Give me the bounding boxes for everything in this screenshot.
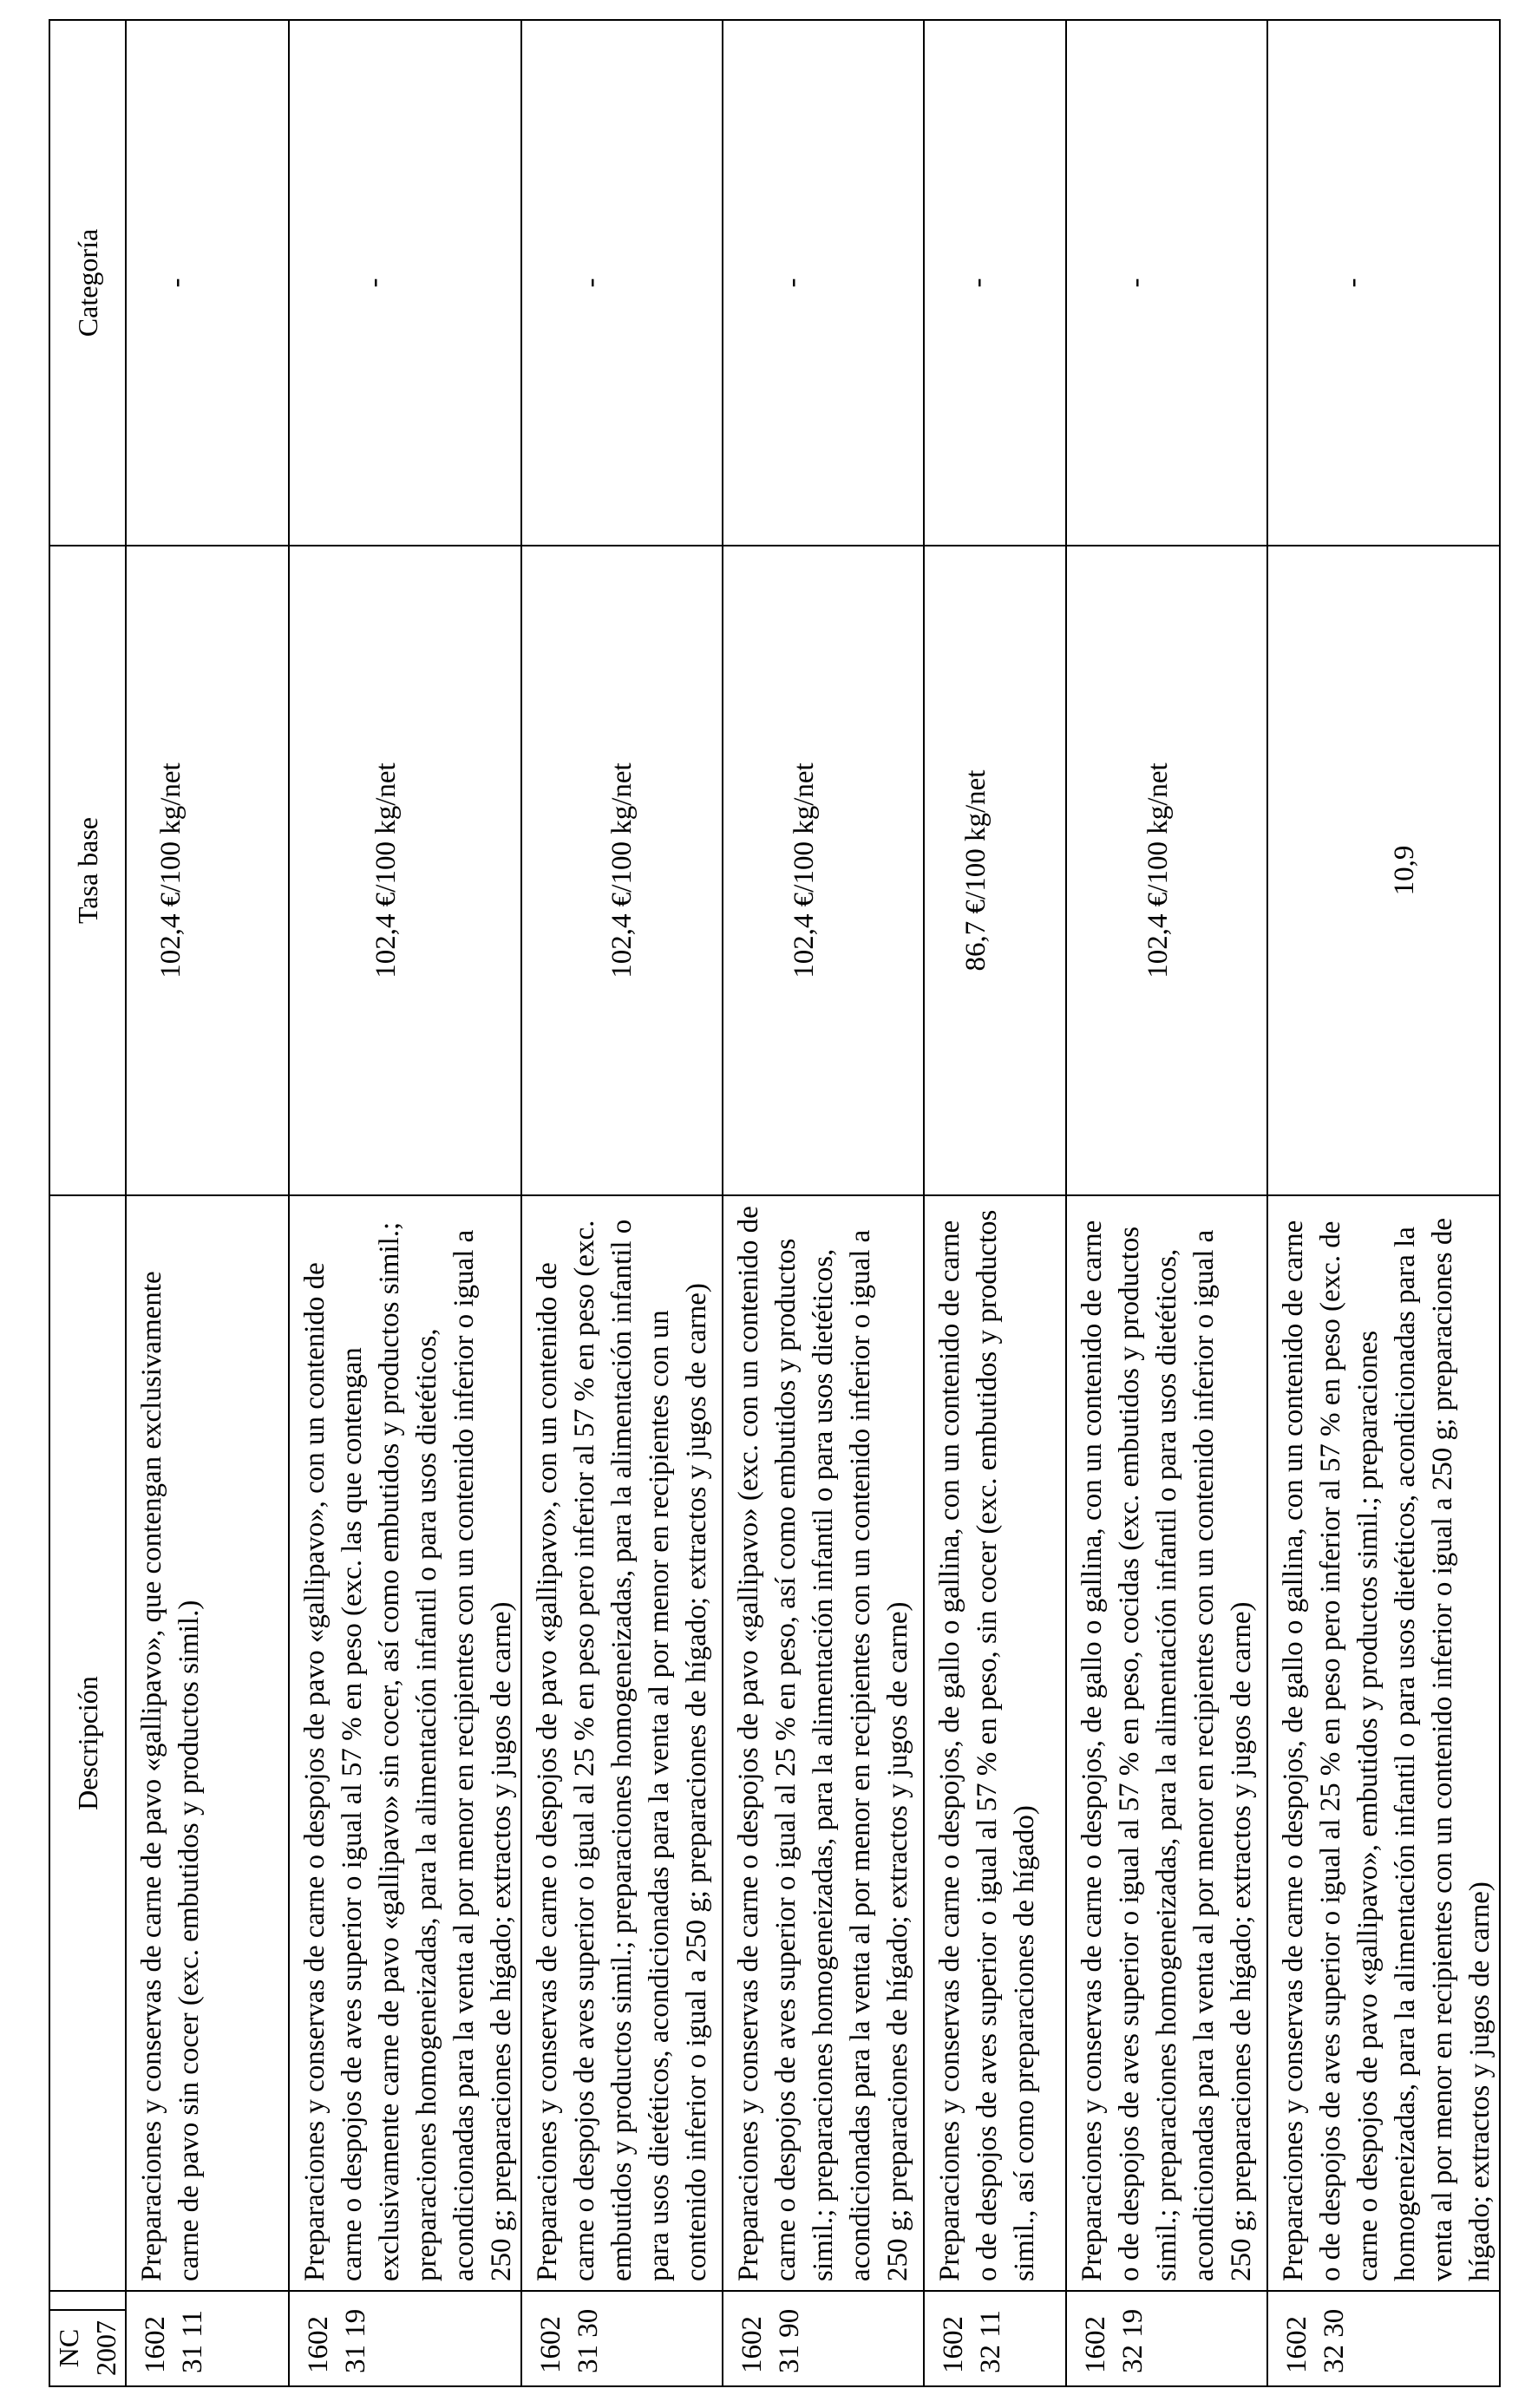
rate-value: 102,4 €/100 kg/net (788, 762, 820, 978)
cell-rate (289, 546, 521, 1195)
cell-code: 1602 31 19 (289, 2291, 521, 2386)
rate-value: 102,4 €/100 kg/net (154, 762, 187, 978)
header-rate: Tasa base (49, 546, 126, 1195)
table-row (126, 20, 289, 2386)
rate-value: 86,7 €/100 kg/net (959, 769, 992, 972)
cell-category (723, 20, 924, 546)
rate-value: 102,4 €/100 kg/net (1142, 762, 1174, 978)
category-value: - (160, 278, 192, 288)
cell-description: Preparaciones y conservas de carne o despojos, de gallo o gallina, con un contenido de carne o de despojos de aves superior o igual al 57 % en peso, sin cocer (exc. embutidos y productos simil., así como preparaciones de hígado) (924, 1195, 1066, 2291)
table-row (521, 20, 723, 2386)
cell-description: Preparaciones y conservas de carne de pavo «gallipavo», que contengan exclusivamente carne de pavo sin cocer (exc. embutidos y productos simil.) (126, 1195, 289, 2291)
category-value: - (961, 278, 993, 288)
rate-value: 102,4 €/100 kg/net (370, 762, 402, 978)
category-value: - (1119, 278, 1151, 288)
header-description: Descripción (49, 1195, 126, 2291)
header-category: Categoría (49, 20, 126, 546)
tariff-table (49, 19, 1501, 2387)
cell-category (521, 20, 723, 546)
cell-description: Preparaciones y conservas de carne o despojos de pavo «gallipavo» (exc. con un contenido de carne o despojos de aves superior o igual al 25 % en peso, así como embutidos y productos simil.; preparaciones homogeneizadas, para la alimentación infantil o para usos dietéticos, acondicionadas para la venta al por menor en recipientes con un contenido inferior o igual a 250 g; preparaciones de hígado; extractos y jugos de carne) (723, 1195, 924, 2291)
table-row (289, 20, 521, 2386)
cell-rate (924, 546, 1066, 1195)
cell-category (1066, 20, 1267, 546)
header-spacer (49, 2291, 126, 2310)
cell-rate (126, 546, 289, 1195)
header-code: NC 2007 (49, 2310, 126, 2386)
rate-value: 10,9 (1388, 845, 1420, 896)
cell-code: 1602 31 11 (126, 2291, 289, 2386)
cell-description: Preparaciones y conservas de carne o despojos, de gallo o gallina, con un contenido de carne o de despojos de aves superior o igual al 57 % en peso, cocidas (exc. embutidos y productos simil.; preparaciones homogeneizadas, para la alimentación infantil o para usos dietéticos, acondicionadas para la venta al por menor en recipientes con un contenido inferior o igual a 250 g; preparaciones de hígado; extractos y jugos de carne) (1066, 1195, 1267, 2291)
table-header-row (49, 20, 126, 2386)
table-row (924, 20, 1066, 2386)
rate-value: 102,4 €/100 kg/net (605, 762, 638, 978)
category-value: - (574, 278, 606, 288)
cell-description: Preparaciones y conservas de carne o despojos de pavo «gallipavo», con un contenido de carne o despojos de aves superior o igual al 57 % en peso (exc. las que contengan exclusivamente carne de pavo «gallipavo» sin cocer, así como embutidos y productos simil.; preparaciones homogeneizadas, para la alimentación infantil o para usos dietéticos, acondicionadas para la venta al por menor en recipientes con un contenido inferior o igual a 250 g; preparaciones de hígado; extractos y jugos de carne) (289, 1195, 521, 2291)
cell-category (1267, 20, 1500, 546)
cell-code: 1602 32 30 (1267, 2291, 1500, 2386)
cell-rate (723, 546, 924, 1195)
cell-rate (1066, 546, 1267, 1195)
table-row (1066, 20, 1267, 2386)
cell-rate (1267, 546, 1500, 1195)
cell-code: 1602 32 11 (924, 2291, 1066, 2386)
rotated-page (49, 21, 1495, 2387)
cell-code: 1602 32 19 (1066, 2291, 1267, 2386)
table-row (1267, 20, 1500, 2386)
category-value: - (776, 278, 808, 288)
table-row (723, 20, 924, 2386)
cell-rate (521, 546, 723, 1195)
cell-description: Preparaciones y conservas de carne o despojos de pavo «gallipavo», con un contenido de carne o despojos de aves superior o igual al 25 % en peso pero inferior al 57 % en peso (exc. embutidos y productos simil.; preparaciones homogeneizadas, para la alimentación infantil o para usos dietéticos, acondicionadas para la venta al por menor en recipientes con un contenido inferior o igual a 250 g; preparaciones de hígado; extractos y jugos de carne) (521, 1195, 723, 2291)
cell-description: Preparaciones y conservas de carne o despojos, de gallo o gallina, con un contenido de carne o de despojos de aves superior o igual al 25 % en peso pero inferior al 57 % en peso (exc. de carne o despojos de pavo «gallipavo», embutidos y productos simil.; preparaciones homogeneizadas, para la alimentación infantil o para usos dietéticos, acondicionadas para la venta al por menor en recipientes con un contenido inferior o igual a 250 g; preparaciones de hígado; extractos y jugos de carne) (1267, 1195, 1500, 2291)
cell-category (289, 20, 521, 546)
cell-category (126, 20, 289, 546)
cell-code: 1602 31 30 (521, 2291, 723, 2386)
cell-code: 1602 31 90 (723, 2291, 924, 2386)
category-value: - (357, 278, 389, 288)
cell-category (924, 20, 1066, 546)
category-value: - (1336, 278, 1368, 288)
